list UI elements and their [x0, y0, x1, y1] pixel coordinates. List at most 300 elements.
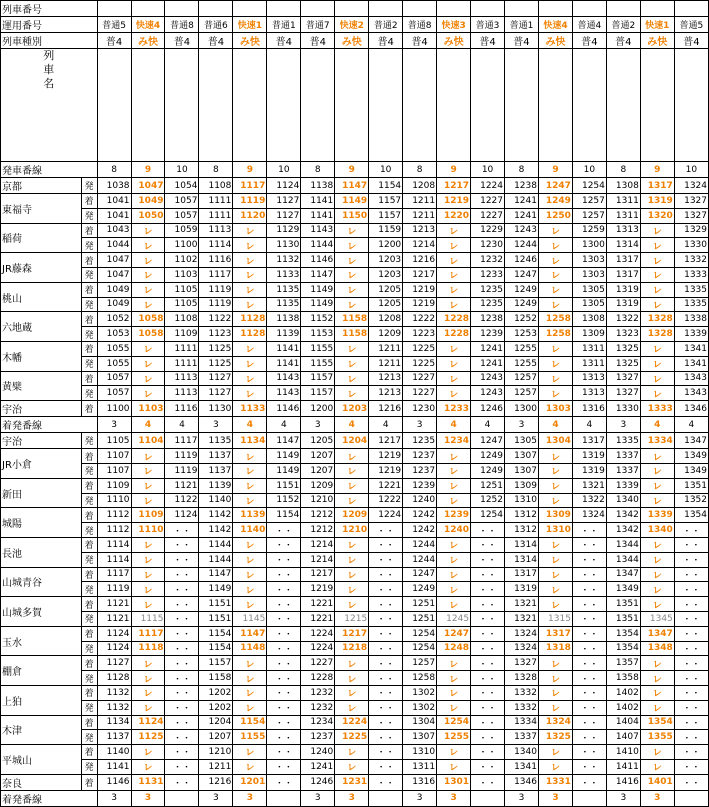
time-cell: ・・	[572, 552, 606, 567]
time-cell: 1121	[97, 597, 131, 612]
time-cell: 1122	[199, 312, 233, 327]
time-cell: 1247	[505, 267, 539, 282]
time-cell: 1249	[505, 282, 539, 297]
time-cell: 1133	[233, 401, 267, 417]
table-row	[1, 312, 709, 327]
time-cell: レ	[640, 238, 674, 253]
train-no-cell	[471, 1, 505, 17]
time-cell: レ	[335, 700, 369, 715]
time-cell: 1227	[471, 208, 505, 223]
time-cell: ・・	[674, 597, 708, 612]
time-cell: レ	[335, 759, 369, 774]
time-cell: レ	[437, 267, 471, 282]
station-name: 平城山	[1, 745, 82, 775]
time-cell: レ	[233, 223, 267, 238]
time-cell: 1111	[199, 194, 233, 209]
time-cell: 1317	[572, 433, 606, 449]
time-cell: 1410	[606, 745, 640, 760]
arr-dep-track-cell: 4	[369, 417, 403, 433]
time-cell: 1342	[606, 508, 640, 523]
time-cell: 1205	[369, 282, 403, 297]
station-name: 六地蔵	[1, 312, 82, 342]
arr-dep-kind: 着	[81, 537, 97, 552]
time-cell: 1202	[199, 685, 233, 700]
table-row	[1, 552, 709, 567]
arr-dep-track-bottom-cell: 3	[335, 790, 369, 806]
time-cell: ・・	[369, 759, 403, 774]
arr-dep-kind: 発	[81, 327, 97, 342]
time-cell: 1319	[572, 449, 606, 464]
train-no-cell	[403, 1, 437, 17]
time-cell: 1132	[97, 700, 131, 715]
time-cell: レ	[538, 700, 572, 715]
time-cell: 1341	[674, 356, 708, 371]
station-name: JR藤森	[1, 253, 82, 283]
time-cell: 1155	[233, 730, 267, 745]
time-cell: 1141	[301, 208, 335, 223]
time-cell: 1125	[131, 730, 165, 745]
arr-dep-track-cell: 3	[97, 417, 131, 433]
time-cell: レ	[640, 478, 674, 493]
time-cell: 1104	[131, 433, 165, 449]
arr-dep-track-bottom-cell: 3	[437, 790, 471, 806]
time-cell: 1317	[538, 626, 572, 641]
time-cell: 1149	[301, 282, 335, 297]
arr-dep-kind: 発	[81, 552, 97, 567]
train-no-cell	[267, 1, 301, 17]
time-cell: 1237	[403, 463, 437, 478]
time-cell: 1305	[572, 297, 606, 312]
time-cell: レ	[640, 386, 674, 401]
time-cell: ・・	[267, 552, 301, 567]
time-cell: レ	[131, 463, 165, 478]
time-cell: 1144	[199, 537, 233, 552]
train-name-cell	[640, 49, 674, 162]
time-cell: 1229	[471, 223, 505, 238]
time-cell: 1110	[97, 493, 131, 508]
train-no-cell	[165, 1, 199, 17]
time-cell: 1354	[640, 715, 674, 730]
time-cell: ・・	[165, 730, 199, 745]
time-cell: レ	[437, 449, 471, 464]
train-type-cell: 普4	[606, 33, 640, 49]
train-no-cell	[199, 1, 233, 17]
train-no-cell	[301, 1, 335, 17]
time-cell: 1100	[165, 238, 199, 253]
time-cell: ・・	[165, 715, 199, 730]
station-name: 棚倉	[1, 656, 82, 686]
time-cell: 1330	[674, 238, 708, 253]
time-cell: レ	[437, 478, 471, 493]
time-cell: 1200	[301, 401, 335, 417]
time-cell: レ	[233, 449, 267, 464]
time-cell: ・・	[572, 537, 606, 552]
time-cell: 1349	[606, 582, 640, 597]
train-no-cell	[572, 1, 606, 17]
time-cell: レ	[335, 223, 369, 238]
station-name: 木幡	[1, 341, 82, 371]
arr-dep-track-cell: 4	[572, 417, 606, 433]
time-cell: 1342	[606, 523, 640, 538]
table-row	[1, 194, 709, 209]
time-cell: レ	[233, 463, 267, 478]
time-cell: レ	[437, 671, 471, 686]
time-cell: レ	[437, 656, 471, 671]
station-name: 宇治	[1, 433, 82, 449]
arr-dep-kind: 発	[81, 433, 97, 449]
time-cell: 1309	[538, 508, 572, 523]
dep-track-cell: 9	[335, 162, 369, 178]
table-row	[1, 282, 709, 297]
time-cell: 1117	[199, 267, 233, 282]
time-cell: 1119	[165, 463, 199, 478]
time-cell: レ	[131, 552, 165, 567]
time-cell: 1205	[369, 297, 403, 312]
time-cell: レ	[335, 671, 369, 686]
time-cell: 1149	[267, 449, 301, 464]
time-cell: ・・	[572, 715, 606, 730]
time-cell: 1227	[301, 656, 335, 671]
table-row	[1, 341, 709, 356]
train-type-cell: み快	[640, 33, 674, 49]
time-cell: 1118	[131, 641, 165, 656]
time-cell: レ	[538, 238, 572, 253]
time-cell: レ	[233, 386, 267, 401]
time-cell: ・・	[674, 523, 708, 538]
time-cell: ・・	[369, 745, 403, 760]
time-cell: 1210	[335, 523, 369, 538]
time-cell: 1327	[674, 194, 708, 209]
train-type-cell: 普4	[572, 33, 606, 49]
time-cell: 1237	[301, 730, 335, 745]
time-cell: レ	[233, 282, 267, 297]
time-cell: 1140	[97, 745, 131, 760]
time-cell: ・・	[674, 537, 708, 552]
time-cell: 1352	[674, 493, 708, 508]
time-cell: 1319	[640, 194, 674, 209]
time-cell: 1223	[403, 327, 437, 342]
time-cell: 1116	[165, 401, 199, 417]
ops-no-label: 運用番号	[1, 17, 98, 33]
arr-dep-kind: 発	[81, 463, 97, 478]
time-cell: ・・	[267, 715, 301, 730]
dep-track-cell: 9	[131, 162, 165, 178]
dep-track-cell: 9	[233, 162, 267, 178]
time-cell: 1200	[369, 238, 403, 253]
time-cell: 1213	[403, 223, 437, 238]
station-name: 桃山	[1, 282, 82, 312]
time-cell: 1337	[505, 730, 539, 745]
time-cell: レ	[233, 267, 267, 282]
time-cell: レ	[437, 253, 471, 268]
time-cell: 1328	[640, 327, 674, 342]
station-name: 山城青谷	[1, 567, 82, 597]
time-cell: レ	[233, 371, 267, 386]
time-cell: レ	[131, 386, 165, 401]
time-cell: 1219	[301, 582, 335, 597]
time-cell: ・・	[165, 700, 199, 715]
table-row	[1, 611, 709, 626]
time-cell: レ	[437, 700, 471, 715]
arr-dep-track-cell: 4	[674, 417, 708, 433]
time-cell: レ	[437, 371, 471, 386]
time-cell: ・・	[369, 626, 403, 641]
time-cell: 1144	[301, 238, 335, 253]
time-cell: 1343	[674, 386, 708, 401]
train-no-cell	[335, 1, 369, 17]
time-cell: 1158	[335, 312, 369, 327]
time-cell: 1141	[267, 341, 301, 356]
time-cell: 1114	[97, 552, 131, 567]
time-cell: 1323	[606, 327, 640, 342]
time-cell: 1150	[335, 208, 369, 223]
time-cell: 1227	[403, 371, 437, 386]
time-cell: 1114	[199, 238, 233, 253]
time-cell: 1137	[199, 449, 233, 464]
time-cell: 1224	[301, 641, 335, 656]
time-cell: 1354	[606, 626, 640, 641]
time-cell: レ	[437, 745, 471, 760]
ops-no-cell: 普通2	[606, 17, 640, 33]
ops-no-cell: 普通8	[403, 17, 437, 33]
time-cell: 1327	[505, 656, 539, 671]
time-cell: 1108	[199, 178, 233, 194]
train-name-cell	[165, 49, 199, 162]
time-cell: レ	[131, 700, 165, 715]
time-cell: ・・	[471, 715, 505, 730]
time-cell: 1325	[538, 730, 572, 745]
station-name: 稲荷	[1, 223, 82, 253]
time-cell: 1240	[403, 493, 437, 508]
time-cell: レ	[437, 537, 471, 552]
arr-dep-track-bottom-cell	[369, 790, 403, 806]
time-cell: 1313	[572, 386, 606, 401]
train-name-cell	[606, 49, 640, 162]
time-cell: レ	[233, 238, 267, 253]
time-cell: ・・	[471, 685, 505, 700]
time-cell: レ	[437, 386, 471, 401]
time-cell: 1216	[403, 253, 437, 268]
time-cell: 1322	[606, 312, 640, 327]
table-row	[1, 508, 709, 523]
time-cell: 1157	[369, 194, 403, 209]
time-cell: 1146	[301, 253, 335, 268]
time-cell: レ	[538, 685, 572, 700]
time-cell: 1155	[301, 356, 335, 371]
time-cell: レ	[335, 267, 369, 282]
table-row	[1, 223, 709, 238]
time-cell: レ	[538, 463, 572, 478]
time-cell: ・・	[165, 745, 199, 760]
time-cell: ・・	[572, 671, 606, 686]
dep-track-cell: 8	[403, 162, 437, 178]
time-cell: 1124	[267, 178, 301, 194]
dep-track-cell: 10	[369, 162, 403, 178]
time-cell: 1249	[538, 194, 572, 209]
time-cell: レ	[437, 356, 471, 371]
time-cell: 1217	[437, 178, 471, 194]
time-cell: 1349	[674, 449, 708, 464]
time-cell: レ	[131, 297, 165, 312]
time-cell: 1213	[369, 386, 403, 401]
time-cell: 1151	[199, 611, 233, 626]
time-cell: 1319	[606, 282, 640, 297]
dep-track-cell: 8	[606, 162, 640, 178]
dep-track-cell: 9	[437, 162, 471, 178]
ops-no-cell: 快速4	[131, 17, 165, 33]
time-cell: ・・	[572, 774, 606, 790]
time-cell: 1055	[97, 341, 131, 356]
arr-dep-track-cell: 4	[538, 417, 572, 433]
time-cell: ・・	[165, 582, 199, 597]
time-cell: 1318	[538, 641, 572, 656]
time-cell: レ	[131, 745, 165, 760]
train-type-cell: 普4	[505, 33, 539, 49]
time-cell: 1133	[267, 267, 301, 282]
time-cell: 1057	[165, 208, 199, 223]
train-type-cell: み快	[437, 33, 471, 49]
arr-dep-kind: 発	[81, 641, 97, 656]
time-cell: 1100	[97, 401, 131, 417]
time-cell: ・・	[471, 626, 505, 641]
time-cell: 1119	[165, 449, 199, 464]
train-type-label: 列車種別	[1, 33, 98, 49]
time-cell: 1157	[369, 208, 403, 223]
time-cell: レ	[131, 759, 165, 774]
train-type-cell: 普4	[471, 33, 505, 49]
time-cell: 1154	[199, 641, 233, 656]
station-name: 上狛	[1, 685, 82, 715]
time-cell: 1257	[505, 386, 539, 401]
time-cell: 1309	[505, 478, 539, 493]
time-cell: 1330	[606, 401, 640, 417]
time-cell: 1103	[131, 401, 165, 417]
time-cell: レ	[640, 282, 674, 297]
time-cell: レ	[437, 341, 471, 356]
time-cell: レ	[335, 282, 369, 297]
time-cell: 1312	[505, 508, 539, 523]
time-cell: レ	[640, 685, 674, 700]
time-cell: レ	[538, 223, 572, 238]
time-cell: レ	[233, 597, 267, 612]
time-cell: 1141	[301, 194, 335, 209]
arr-dep-track-cell: 3	[199, 417, 233, 433]
time-cell: レ	[437, 759, 471, 774]
time-cell: 1219	[369, 449, 403, 464]
time-cell: 1316	[572, 401, 606, 417]
time-cell: レ	[640, 297, 674, 312]
time-cell: 1254	[403, 641, 437, 656]
time-cell: 1324	[505, 641, 539, 656]
time-cell: 1343	[674, 371, 708, 386]
arr-dep-track-cell: 4	[233, 417, 267, 433]
time-cell: 1311	[403, 759, 437, 774]
time-cell: 1243	[471, 386, 505, 401]
arr-dep-kind: 発	[81, 493, 97, 508]
time-cell: 1058	[131, 327, 165, 342]
time-cell: ・・	[572, 730, 606, 745]
time-cell: レ	[437, 238, 471, 253]
time-cell: ・・	[165, 641, 199, 656]
time-cell: 1102	[165, 253, 199, 268]
time-cell: 1139	[233, 508, 267, 523]
time-cell: 1241	[505, 208, 539, 223]
time-cell: 1132	[97, 685, 131, 700]
time-cell: ・・	[471, 567, 505, 582]
time-cell: 1239	[403, 478, 437, 493]
time-cell: 1344	[606, 552, 640, 567]
time-cell: ・・	[674, 671, 708, 686]
time-cell: 1122	[165, 493, 199, 508]
time-cell: 1324	[538, 715, 572, 730]
time-cell: 1258	[538, 312, 572, 327]
time-cell: 1251	[471, 478, 505, 493]
train-no-cell	[640, 1, 674, 17]
time-cell: 1243	[505, 223, 539, 238]
time-cell: 1112	[97, 508, 131, 523]
table-row	[1, 401, 709, 417]
time-cell: レ	[640, 537, 674, 552]
arr-dep-kind: 発	[81, 208, 97, 223]
time-cell: レ	[233, 537, 267, 552]
time-cell: ・・	[572, 745, 606, 760]
time-cell: 1305	[505, 433, 539, 449]
time-cell: 1234	[301, 715, 335, 730]
time-cell: ・・	[471, 552, 505, 567]
dep-track-label: 発車番線	[1, 162, 98, 178]
time-cell: ・・	[165, 656, 199, 671]
time-cell: 1117	[97, 567, 131, 582]
time-cell: ・・	[572, 656, 606, 671]
table-row	[1, 238, 709, 253]
time-cell: 1159	[369, 223, 403, 238]
time-cell: 1149	[267, 463, 301, 478]
arr-dep-track-cell: 4	[471, 417, 505, 433]
arr-dep-track-bottom-cell	[674, 790, 708, 806]
time-cell: 1335	[606, 433, 640, 449]
time-cell: 1105	[165, 297, 199, 312]
time-cell: 1057	[97, 371, 131, 386]
arr-dep-kind: 発	[81, 297, 97, 312]
time-cell: レ	[335, 386, 369, 401]
time-cell: 1128	[97, 671, 131, 686]
time-cell: 1233	[437, 401, 471, 417]
time-cell: 1041	[97, 194, 131, 209]
time-cell: 1307	[403, 730, 437, 745]
station-name: 宇治	[1, 401, 82, 417]
arr-dep-kind: 着	[81, 685, 97, 700]
time-cell: 1135	[267, 282, 301, 297]
time-cell: ・・	[572, 597, 606, 612]
train-no-cell	[674, 1, 708, 17]
time-cell: ・・	[267, 567, 301, 582]
time-cell: 1205	[301, 433, 335, 449]
time-cell: 1217	[403, 267, 437, 282]
time-cell: 1227	[403, 386, 437, 401]
arr-dep-track-bottom-label: 着発番線	[1, 790, 98, 806]
time-cell: ・・	[369, 671, 403, 686]
arr-dep-kind: 着	[81, 253, 97, 268]
train-no-cell	[369, 1, 403, 17]
time-cell: 1147	[335, 178, 369, 194]
time-cell: 1221	[301, 611, 335, 626]
time-cell: ・・	[165, 759, 199, 774]
time-cell: 1247	[437, 626, 471, 641]
time-cell: 1128	[233, 312, 267, 327]
time-cell: レ	[335, 449, 369, 464]
time-cell: 1137	[199, 463, 233, 478]
time-cell: 1314	[505, 537, 539, 552]
